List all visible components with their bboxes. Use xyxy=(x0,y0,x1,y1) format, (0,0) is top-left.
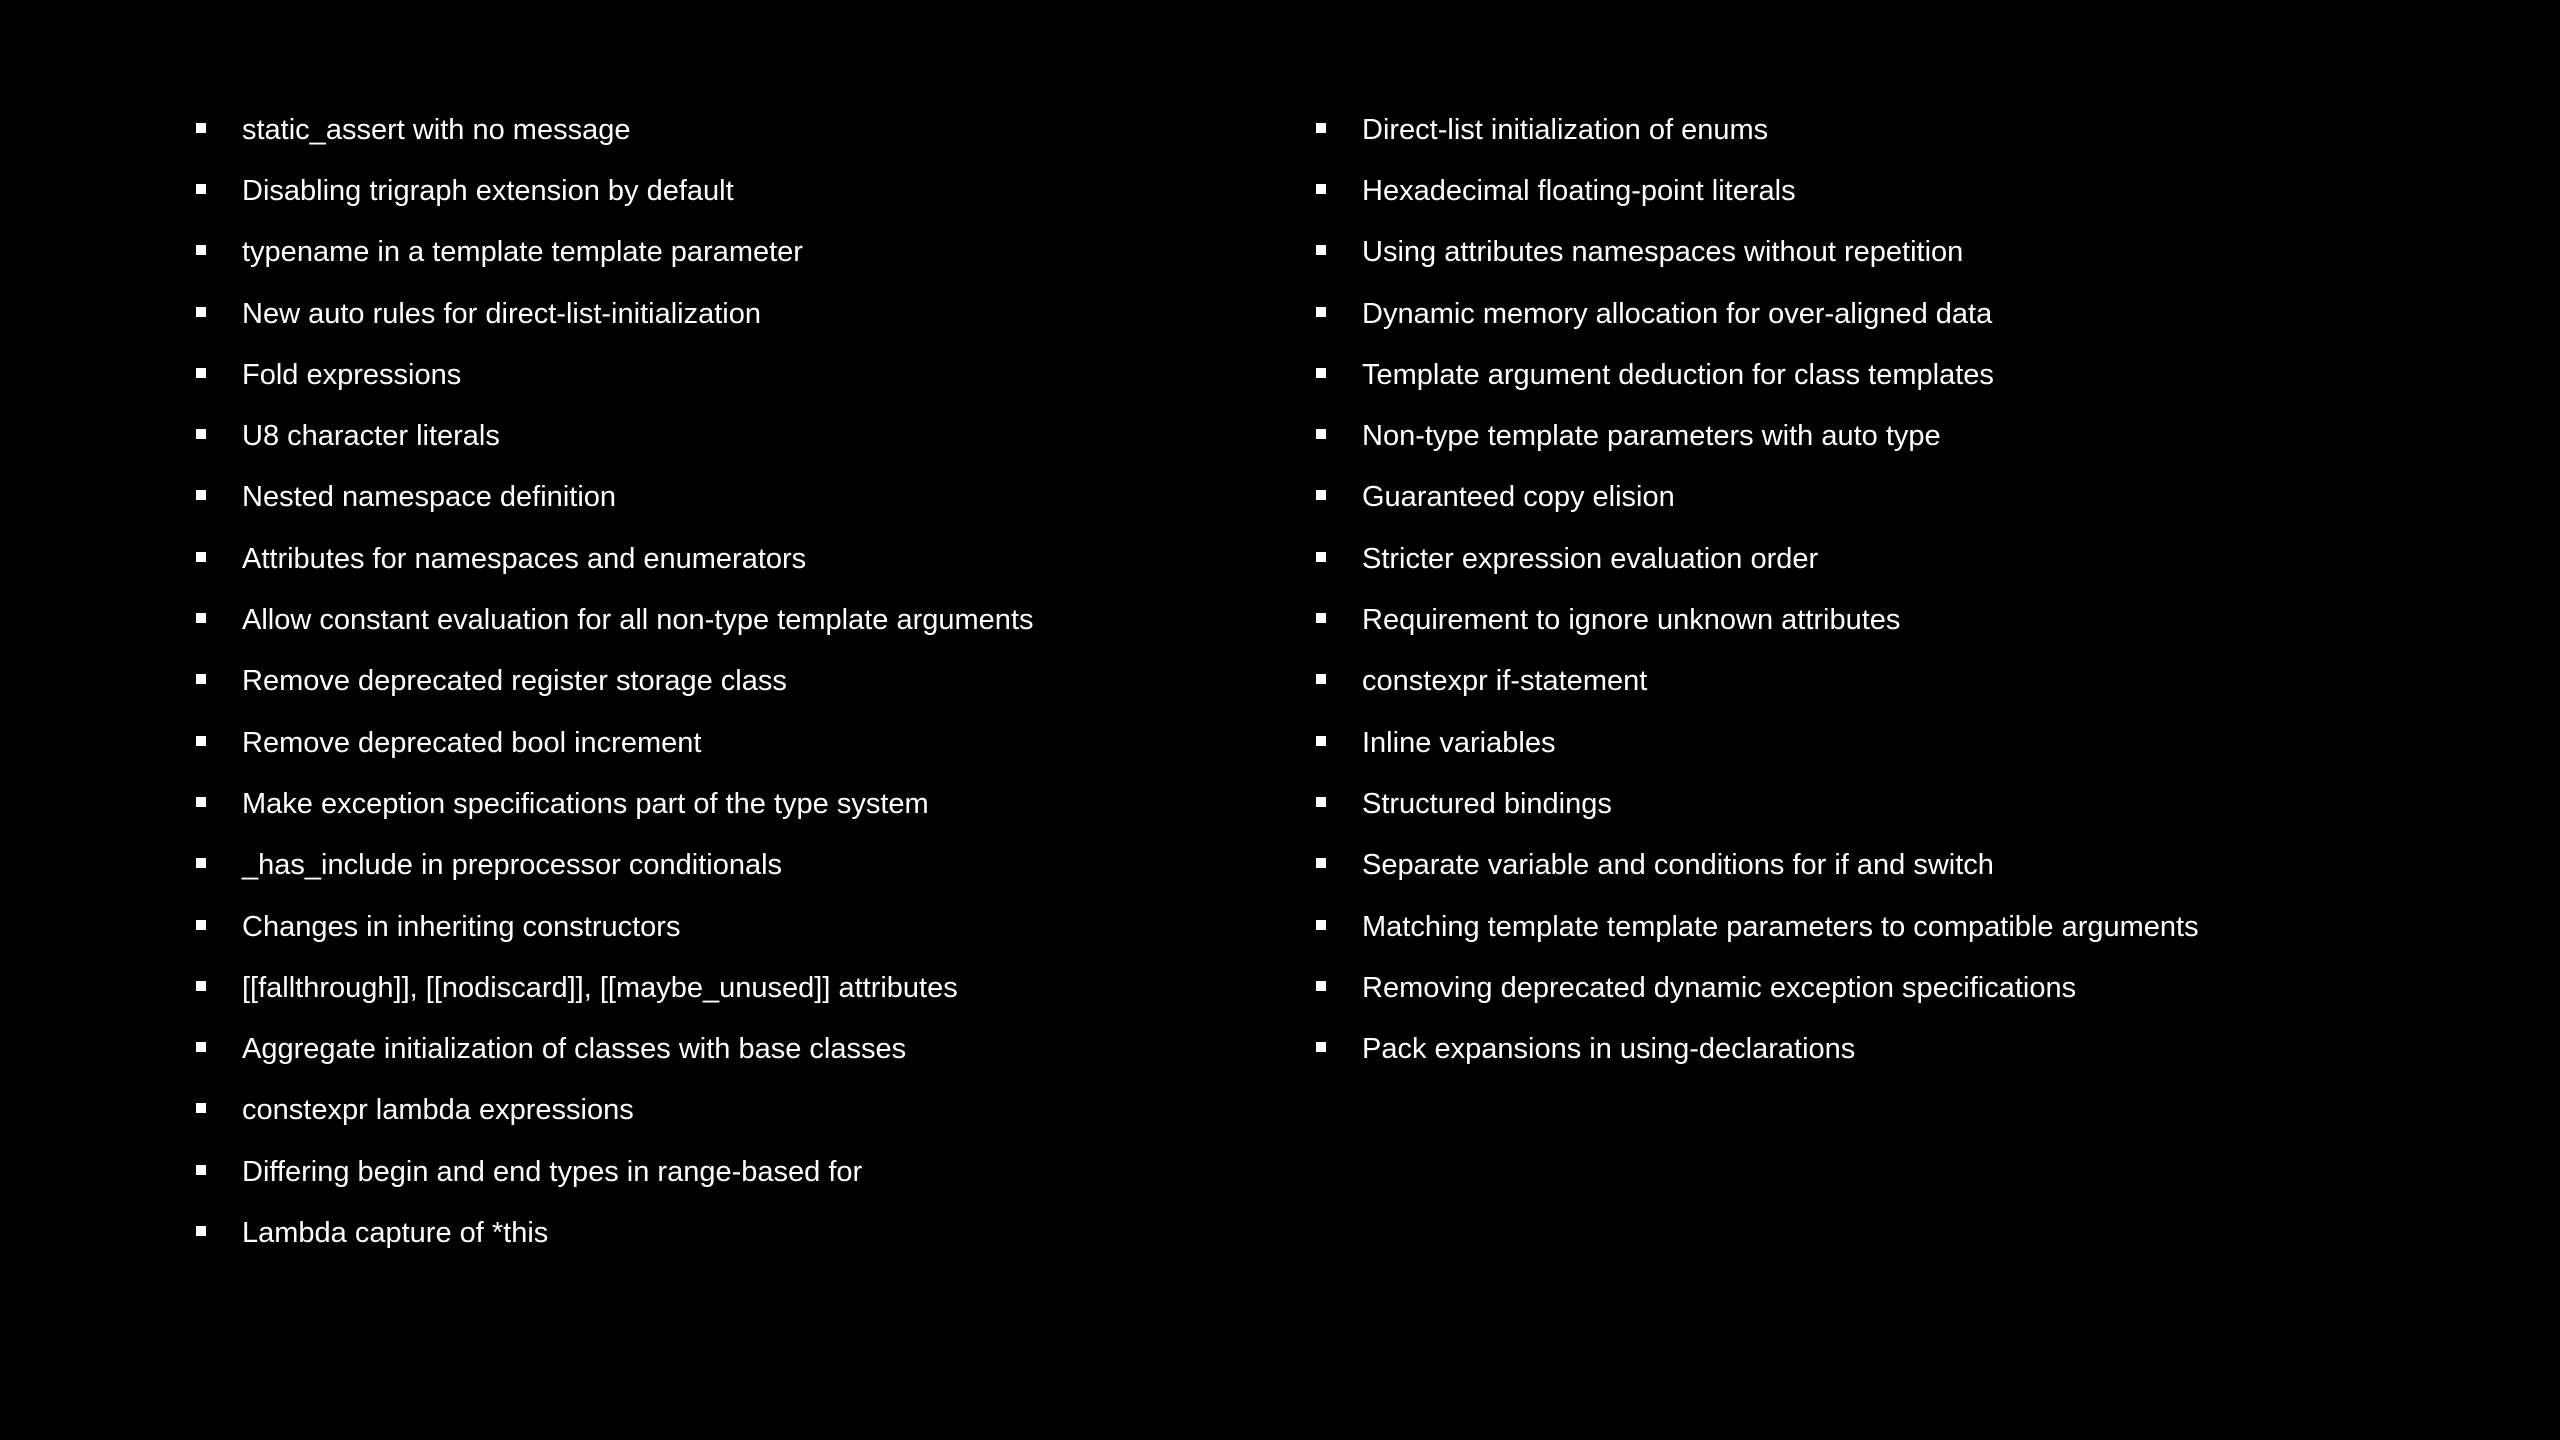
list-item xyxy=(196,896,1256,957)
square-bullet-icon xyxy=(196,1042,206,1052)
square-bullet-icon xyxy=(1316,1042,1326,1052)
square-bullet-icon xyxy=(196,981,206,991)
list-item-label: Differing begin and end types in range-based for xyxy=(242,1155,863,1188)
list-item xyxy=(196,1080,1256,1141)
square-bullet-icon xyxy=(196,858,206,868)
list-item-label: Pack expansions in using-declarations xyxy=(1362,1033,1856,1066)
list-item-label: Nested namespace definition xyxy=(242,481,617,514)
list-item xyxy=(196,344,1256,405)
square-bullet-icon xyxy=(196,797,206,807)
list-item-label: _has_include in preprocessor conditionals xyxy=(242,849,783,882)
list-item xyxy=(1316,405,2516,466)
square-bullet-icon xyxy=(1316,368,1326,378)
list-item xyxy=(196,1141,1256,1202)
list-item-label: Hexadecimal floating-point literals xyxy=(1362,174,1796,207)
square-bullet-icon xyxy=(1316,981,1326,991)
list-item xyxy=(1316,344,2516,405)
square-bullet-icon xyxy=(196,613,206,623)
list-item xyxy=(196,1202,1256,1263)
list-item xyxy=(196,467,1256,528)
list-item xyxy=(196,712,1256,773)
square-bullet-icon xyxy=(196,674,206,684)
list-item-label: Structured bindings xyxy=(1362,787,1612,820)
list-item xyxy=(1316,835,2516,896)
square-bullet-icon xyxy=(1316,613,1326,623)
list-item xyxy=(1316,222,2516,283)
square-bullet-icon xyxy=(196,552,206,562)
list-item xyxy=(1316,528,2516,589)
square-bullet-icon xyxy=(1316,736,1326,746)
list-item xyxy=(196,283,1256,344)
list-item-label: Remove deprecated bool increment xyxy=(242,726,702,759)
square-bullet-icon xyxy=(1316,245,1326,255)
list-item xyxy=(1316,99,2516,160)
list-item xyxy=(1316,957,2516,1018)
list-item xyxy=(1316,1018,2516,1079)
list-item-label: constexpr if-statement xyxy=(1362,665,1648,698)
square-bullet-icon xyxy=(1316,123,1326,133)
square-bullet-icon xyxy=(196,307,206,317)
list-item-label: Dynamic memory allocation for over-aligned data xyxy=(1362,297,1993,330)
list-item xyxy=(1316,896,2516,957)
square-bullet-icon xyxy=(1316,797,1326,807)
list-item-label: New auto rules for direct-list-initialization xyxy=(242,297,761,330)
list-item-label: Aggregate initialization of classes with base classes xyxy=(242,1033,907,1066)
square-bullet-icon xyxy=(196,184,206,194)
square-bullet-icon xyxy=(196,429,206,439)
square-bullet-icon xyxy=(196,245,206,255)
square-bullet-icon xyxy=(196,1165,206,1175)
square-bullet-icon xyxy=(1316,307,1326,317)
list-item-label: Removing deprecated dynamic exception specifications xyxy=(1362,971,2077,1004)
list-item-label: Allow constant evaluation for all non-type template arguments xyxy=(242,604,1034,637)
list-item xyxy=(196,222,1256,283)
list-item-label: Inline variables xyxy=(1362,726,1556,759)
square-bullet-icon xyxy=(1316,490,1326,500)
square-bullet-icon xyxy=(196,1103,206,1113)
square-bullet-icon xyxy=(1316,674,1326,684)
list-item xyxy=(196,1018,1256,1079)
list-item xyxy=(196,773,1256,834)
list-item-label: constexpr lambda expressions xyxy=(242,1094,634,1127)
list-item xyxy=(196,589,1256,650)
right-bullet-list xyxy=(1316,99,2516,1080)
list-item xyxy=(1316,651,2516,712)
square-bullet-icon xyxy=(196,123,206,133)
list-item-label: Remove deprecated register storage class xyxy=(242,665,787,698)
list-item xyxy=(196,405,1256,466)
list-item xyxy=(1316,773,2516,834)
list-item-label: Matching template template parameters to compatible arguments xyxy=(1362,910,2199,943)
list-item-label: Separate variable and conditions for if and switch xyxy=(1362,849,1994,882)
list-item-label: Requirement to ignore unknown attributes xyxy=(1362,604,1901,637)
list-item xyxy=(1316,712,2516,773)
list-item xyxy=(196,160,1256,221)
list-item xyxy=(196,528,1256,589)
left-bullet-list xyxy=(196,99,1256,1264)
list-item-label: typename in a template template parameter xyxy=(242,236,803,269)
square-bullet-icon xyxy=(196,490,206,500)
square-bullet-icon xyxy=(1316,552,1326,562)
list-item-label: Guaranteed copy elision xyxy=(1362,481,1675,514)
list-item-label: Using attributes namespaces without repetition xyxy=(1362,236,1964,269)
list-item xyxy=(1316,589,2516,650)
list-item xyxy=(1316,467,2516,528)
list-item xyxy=(1316,160,2516,221)
square-bullet-icon xyxy=(196,736,206,746)
list-item-label: U8 character literals xyxy=(242,420,500,453)
list-item-label: Make exception specifications part of the type system xyxy=(242,787,929,820)
list-item-label: Lambda capture of *this xyxy=(242,1216,549,1249)
list-item-label: Changes in inheriting constructors xyxy=(242,910,681,943)
list-item-label: Disabling trigraph extension by default xyxy=(242,174,734,207)
list-item-label: Direct-list initialization of enums xyxy=(1362,113,1769,146)
square-bullet-icon xyxy=(1316,429,1326,439)
square-bullet-icon xyxy=(196,1226,206,1236)
list-item-label: Fold expressions xyxy=(242,358,462,391)
list-item-label: Attributes for namespaces and enumerators xyxy=(242,542,807,575)
square-bullet-icon xyxy=(1316,184,1326,194)
square-bullet-icon xyxy=(196,920,206,930)
list-item-label: Stricter expression evaluation order xyxy=(1362,542,1819,575)
list-item-label: Template argument deduction for class templates xyxy=(1362,358,1994,391)
list-item xyxy=(196,835,1256,896)
list-item-label: Non-type template parameters with auto type xyxy=(1362,420,1941,453)
list-item xyxy=(196,99,1256,160)
list-item xyxy=(1316,283,2516,344)
square-bullet-icon xyxy=(196,368,206,378)
square-bullet-icon xyxy=(1316,920,1326,930)
list-item xyxy=(196,957,1256,1018)
square-bullet-icon xyxy=(1316,858,1326,868)
list-item-label: [[fallthrough]], [[nodiscard]], [[maybe_unused]] attributes xyxy=(242,971,958,1004)
list-item xyxy=(196,651,1256,712)
list-item-label: static_assert with no message xyxy=(242,113,631,146)
